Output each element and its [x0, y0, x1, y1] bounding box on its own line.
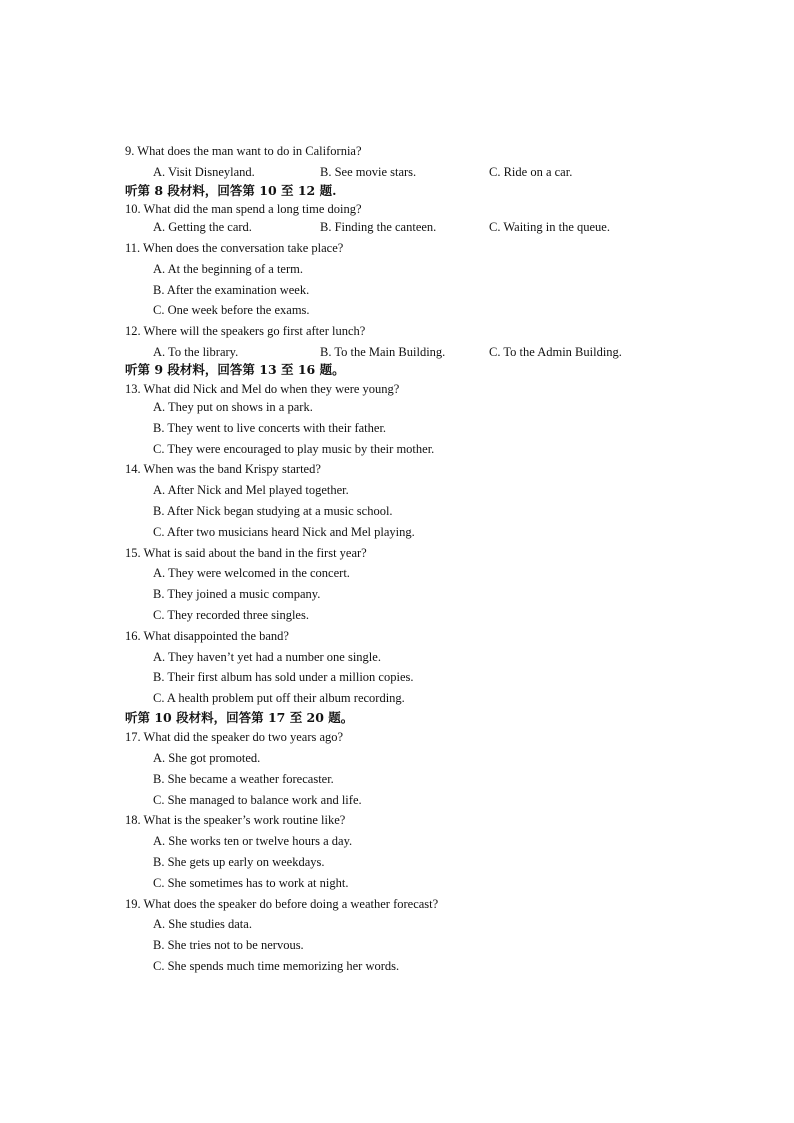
q13-option-b: B. They went to live concerts with their father.: [153, 421, 387, 435]
question-10: 10. What did the man spend a long time doing?: [125, 202, 362, 216]
q17-option-a: A. She got promoted.: [153, 751, 261, 765]
q11-option-a: A. At the beginning of a term.: [153, 262, 303, 276]
question-15: 15. What is said about the band in the first year?: [125, 546, 367, 560]
q9-option-b: B. See movie stars.: [320, 165, 417, 179]
q14-option-b: B. After Nick began studying at a music school.: [153, 504, 393, 518]
question-17: 17. What did the speaker do two years ago?: [125, 730, 344, 744]
q15-option-c: C. They recorded three singles.: [153, 608, 309, 622]
q12-option-a: A. To the library.: [153, 345, 239, 359]
q12-option-b: B. To the Main Building.: [320, 345, 446, 359]
section-10-heading: 听第 10 段材料，回答第 17 至 20 题。: [125, 710, 354, 725]
q10-option-c: C. Waiting in the queue.: [489, 220, 610, 234]
question-11: 11. When does the conversation take place?: [125, 241, 344, 255]
question-12: 12. Where will the speakers go first after lunch?: [125, 324, 366, 338]
q11-option-c: C. One week before the exams.: [153, 303, 310, 317]
section-8-heading: 听第 8 段材料，回答第 10 至 12 题.: [125, 183, 337, 198]
q17-option-c: C. She managed to balance work and life.: [153, 793, 362, 807]
question-19: 19. What does the speaker do before doing a weather forecast?: [125, 897, 439, 911]
q19-option-a: A. She studies data.: [153, 917, 252, 931]
q9-option-c: C. Ride on a car.: [489, 165, 573, 179]
q11-option-b: B. After the examination week.: [153, 283, 310, 297]
q13-option-a: A. They put on shows in a park.: [153, 400, 313, 414]
q16-option-a: A. They haven’t yet had a number one single.: [153, 650, 381, 664]
q15-option-a: A. They were welcomed in the concert.: [153, 566, 350, 580]
q18-option-c: C. She sometimes has to work at night.: [153, 876, 349, 890]
q19-option-b: B. She tries not to be nervous.: [153, 938, 304, 952]
q14-option-c: C. After two musicians heard Nick and Mel playing.: [153, 525, 415, 539]
question-13: 13. What did Nick and Mel do when they were young?: [125, 382, 400, 396]
q14-option-a: A. After Nick and Mel played together.: [153, 483, 349, 497]
q18-option-a: A. She works ten or twelve hours a day.: [153, 834, 353, 848]
q18-option-b: B. She gets up early on weekdays.: [153, 855, 325, 869]
question-18: 18. What is the speaker’s work routine like?: [125, 813, 346, 827]
q9-option-a: A. Visit Disneyland.: [153, 165, 255, 179]
q16-option-b: B. Their first album has sold under a million copies.: [153, 670, 414, 684]
question-14: 14. When was the band Krispy started?: [125, 462, 321, 476]
question-9: 9. What does the man want to do in California?: [125, 144, 362, 158]
q16-option-c: C. A health problem put off their album recording.: [153, 691, 405, 705]
q10-option-b: B. Finding the canteen.: [320, 220, 437, 234]
q10-option-a: A. Getting the card.: [153, 220, 252, 234]
q13-option-c: C. They were encouraged to play music by their mother.: [153, 442, 435, 456]
q15-option-b: B. They joined a music company.: [153, 587, 321, 601]
q12-option-c: C. To the Admin Building.: [489, 345, 622, 359]
section-9-heading: 听第 9 段材料，回答第 13 至 16 题。: [125, 362, 345, 377]
q17-option-b: B. She became a weather forecaster.: [153, 772, 334, 786]
question-16: 16. What disappointed the band?: [125, 629, 289, 643]
q19-option-c: C. She spends much time memorizing her words.: [153, 959, 400, 973]
